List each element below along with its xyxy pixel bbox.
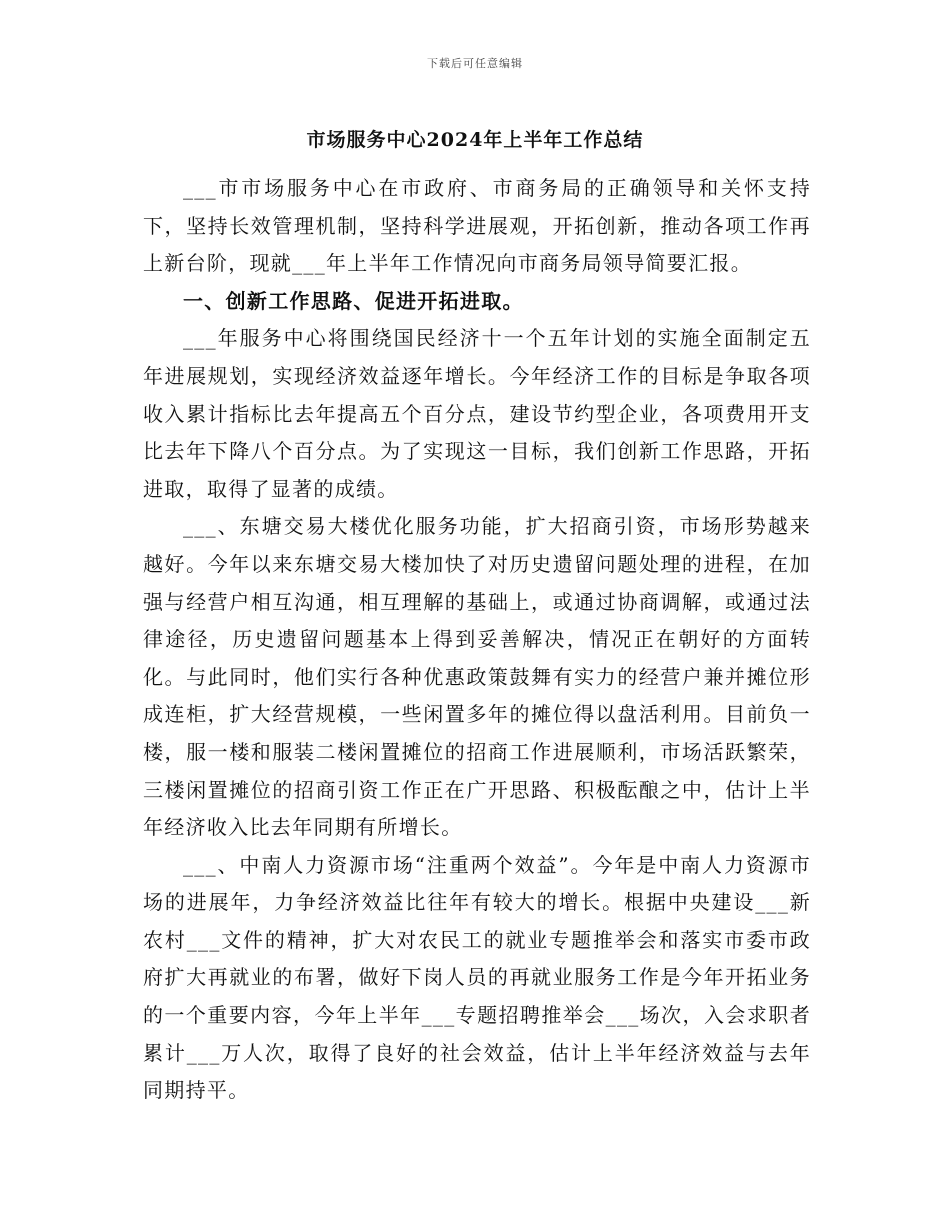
intro-paragraph: ___市市场服务中心在市政府、市商务局的正确领导和关怀支持下，坚持长效管理机制，坚持科学进展观，开拓创新，推动各项工作再上新台阶，现就___年上半年工作情况向市商务局领导简要汇报。 <box>143 176 811 276</box>
document-title: 市场服务中心2024年上半年工作总结 <box>306 129 644 151</box>
document-body <box>143 170 811 1110</box>
body-paragraph-zhongnan: ___、中南人力资源市场“注重两个效益”。今年是中南人力资源市场的进展年，力争经济效益比往年有较大的增长。根据中央建设___新农村___文件的精神，扩大对农民工的就业专题推举会和落实市委市政府扩大再就业的布署，做好下岗人员的再就业服务工作是今年开拓业务的一个重要内容，今年上半年___专题招聘推举会___场次，入会求职者累计___万人次，取得了良好的社会效益，估计上半年经济效益与去年同期持平。 <box>143 852 811 1103</box>
body-paragraph-goals: ___年服务中心将围绕国民经济十一个五年计划的实施全面制定五年进展规划，实现经济效益逐年增长。今年经济工作的目标是争取各项收入累计指标比去年提高五个百分点，建设节约型企业，各项费用开支比去年下降八个百分点。为了实现这一目标，我们创新工作思路，开拓进取，取得了显著的成绩。 <box>143 326 811 501</box>
page-header-note: 下载后可任意编辑 <box>427 57 523 70</box>
section-heading-1: 一、创新工作思路、促进开拓进取。 <box>183 288 524 313</box>
body-paragraph-dongtang: ___、东塘交易大楼优化服务功能，扩大招商引资，市场形势越来越好。今年以来东塘交易大楼加快了对历史遗留问题处理的进程，在加强与经营户相互沟通，相互理解的基础上，或通过协商调解，或通过法律途径，历史遗留问题基本上得到妥善解决，情况正在朝好的方面转化。与此同时，他们实行各种优惠政策鼓舞有实力的经营户兼并摊位形成连柜，扩大经营规模，一些闲置多年的摊位得以盘活利用。目前负一楼，服一楼和服装二楼闲置摊位的招商工作进展顺利，市场活跃繁荣，三楼闲置摊位的招商引资工作正在广开思路、积极酝酿之中，估计上半年经济收入比去年同期有所增长。 <box>143 514 811 840</box>
